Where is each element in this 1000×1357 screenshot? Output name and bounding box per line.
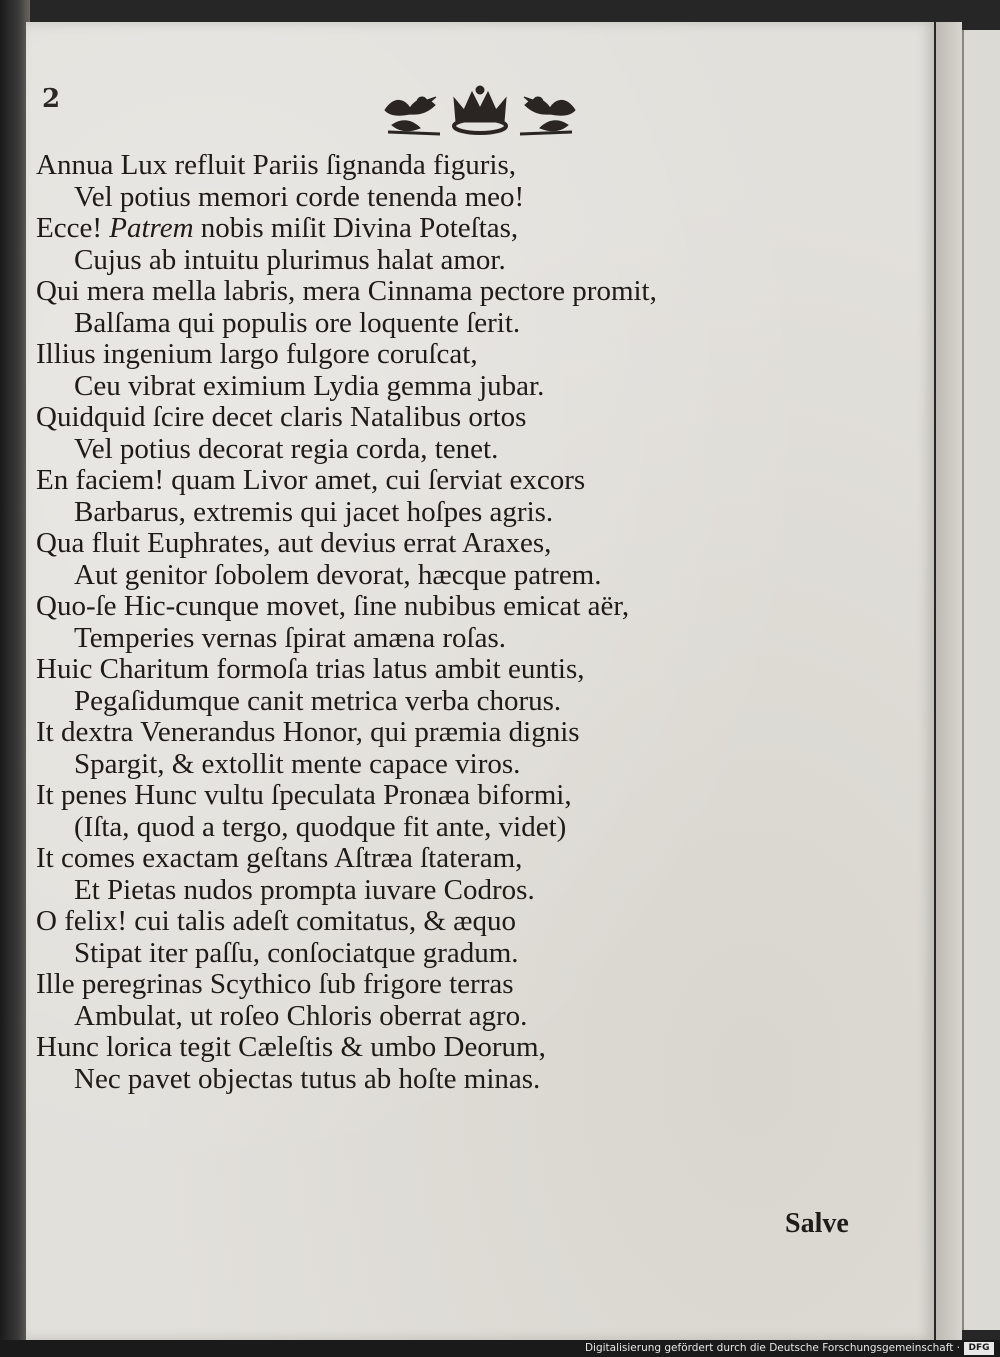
poem-line bbox=[36, 213, 916, 245]
funding-notice: Digitalisierung gefördert durch die Deutsche Forschungsgemeinschaft · bbox=[584, 1342, 960, 1354]
poem-line: Temperies vernas ſpirat amæna roſas. bbox=[74, 621, 507, 654]
poem-line: Illius ingenium largo fulgore coruſcat, bbox=[36, 338, 478, 370]
poem-line: Barbarus, extremis qui jacet hoſpes agris. bbox=[74, 495, 554, 528]
poem-line-pre: Ecce! bbox=[36, 212, 110, 244]
poem-line: Ambulat, ut roſeo Chloris oberrat agro. bbox=[74, 999, 528, 1032]
poem-line: Stipat iter paſſu, conſociatque gradum. bbox=[74, 936, 519, 969]
poem-line: It dextra Venerandus Honor, qui præmia dignis bbox=[36, 716, 580, 748]
poem-line: Aut genitor ſobolem devorat, hæcque patrem. bbox=[74, 558, 602, 591]
poem-line: Nec pavet objectas tutus ab hoſte minas. bbox=[74, 1062, 541, 1095]
catchword: Salve bbox=[785, 1208, 849, 1239]
poem-line: Vel potius decorat regia corda, tenet. bbox=[74, 432, 499, 465]
poem-text bbox=[36, 150, 916, 1095]
poem-line: Pegaſidumque canit metrica verba chorus. bbox=[74, 684, 562, 717]
poem-line: Et Pietas nudos prompta iuvare Codros. bbox=[74, 873, 535, 906]
poem-line: It comes exactam geſtans Aſtræa ſtateram, bbox=[36, 842, 523, 874]
poem-line-italic: Patrem bbox=[109, 212, 194, 244]
poem-line-post: nobis miſit Divina Poteſtas, bbox=[193, 212, 519, 244]
poem-line: Balſama qui populis ore loquente ſerit. bbox=[74, 306, 521, 339]
poem-line: Annua Lux refluit Pariis ſignanda figuris, bbox=[36, 149, 517, 181]
page-number: 2 bbox=[42, 84, 61, 114]
poem-line: Vel potius memori corde tenenda meo! bbox=[74, 180, 525, 213]
poem-line: Quidquid ſcire decet claris Natalibus ortos bbox=[36, 401, 527, 433]
page-gutter-shadow bbox=[936, 22, 962, 1340]
poem-line: Qua fluit Euphrates, aut devius errat Araxes, bbox=[36, 527, 552, 559]
poem-line: En faciem! quam Livor amet, cui ſerviat excors bbox=[36, 464, 586, 496]
poem-line: Huic Charitum formoſa trias latus ambit euntis, bbox=[36, 653, 585, 685]
poem-line: Quo-ſe Hic-cunque movet, ſine nubibus emicat aër, bbox=[36, 590, 630, 622]
crown-and-birds-ornament-icon bbox=[380, 80, 580, 142]
poem-line: It penes Hunc vultu ſpeculata Pronæa biformi, bbox=[36, 779, 572, 811]
poem-line: Ceu vibrat eximium Lydia gemma jubar. bbox=[74, 369, 545, 402]
dfg-logo: DFG bbox=[964, 1342, 994, 1355]
poem-line: Ille peregrinas Scythico ſub frigore terras bbox=[36, 968, 514, 1000]
poem-line: Spargit, & extollit mente capace viros. bbox=[74, 747, 521, 780]
poem-line: Hunc lorica tegit Cæleſtis & umbo Deorum, bbox=[36, 1031, 546, 1063]
poem-line: Qui mera mella labris, mera Cinnama pectore promit, bbox=[36, 275, 657, 307]
poem-line: (Iſta, quod a tergo, quodque fit ante, videt) bbox=[74, 810, 567, 843]
poem-line: O felix! cui talis adeſt comitatus, & æquo bbox=[36, 905, 517, 937]
next-page-edge bbox=[962, 30, 1000, 1330]
poem-line: Cujus ab intuitu plurimus halat amor. bbox=[74, 243, 506, 276]
